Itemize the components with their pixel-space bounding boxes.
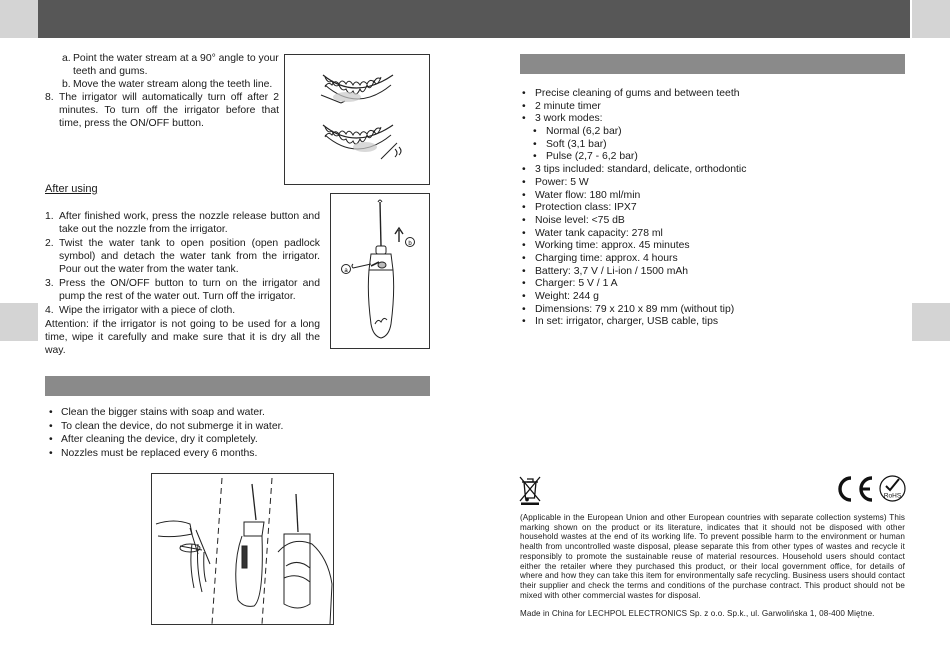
step-a: [62, 52, 279, 78]
spec-item: • Working time: approx. 45 minutes: [522, 240, 902, 253]
step-marker: 8.: [45, 92, 54, 103]
cleaning-figure: [151, 473, 334, 625]
figure-label-b: b: [408, 241, 412, 247]
list-item: • After cleaning the device, dry it completely.: [47, 433, 427, 447]
cleaning-list: [47, 406, 427, 460]
spec-item: • Weight: 244 g: [522, 291, 902, 304]
step-marker: b.: [62, 79, 71, 90]
figure-label-a: a: [344, 268, 348, 274]
edge-tab-top-left: [0, 0, 38, 38]
spec-item: • Water tank capacity: 278 ml: [522, 228, 902, 241]
spec-item: • Charging time: approx. 4 hours: [522, 253, 902, 266]
specifications-list: [522, 88, 902, 329]
cleaning-section-bar: [45, 376, 430, 396]
spec-subitem: • Soft (3,1 bar): [522, 139, 902, 152]
spec-item: • Water flow: 180 ml/min: [522, 190, 902, 203]
step-text: Point the water stream at a 90° angle to your teeth and gums.: [73, 53, 279, 77]
edge-tab-left: [0, 303, 38, 341]
spec-item: • In set: irrigator, charger, USB cable, tips: [522, 316, 902, 329]
spec-item: • Charger: 5 V / 1 A: [522, 278, 902, 291]
step-marker: 1.: [45, 211, 54, 222]
after-step-3: [45, 277, 320, 303]
step-marker: a.: [62, 53, 71, 64]
spec-item: • 2 minute timer: [522, 101, 902, 114]
spec-item: • Protection class: IPX7: [522, 202, 902, 215]
spec-item: • Noise level: <75 dB: [522, 215, 902, 228]
step-b: [62, 78, 279, 91]
irrigator-illustration: [331, 194, 431, 350]
edge-tab-right: [912, 303, 950, 341]
after-step-1: [45, 210, 320, 236]
teeth-illustration: [285, 55, 431, 186]
step-text: Press the ON/OFF button to turn on the irrigator and pump the rest of the water out. Turn off the irrigator.: [59, 278, 320, 302]
top-header-bar: [38, 0, 910, 38]
list-item: • Clean the bigger stains with soap and water.: [47, 406, 427, 420]
edge-tab-top-right: [912, 0, 950, 38]
attention-note: Attention: if the irrigator is not going to be used for a long time, wipe it carefully and make sure that it is dry all the way.: [45, 319, 320, 356]
step-marker: 3.: [45, 278, 54, 289]
spec-item: • 3 tips included: standard, delicate, orthodontic: [522, 164, 902, 177]
after-using-heading: After using: [45, 183, 98, 195]
list-item: • Nozzles must be replaced every 6 months.: [47, 447, 427, 461]
spec-item: • Battery: 3,7 V / Li-ion / 1500 mAh: [522, 266, 902, 279]
teeth-cleaning-figure: [284, 54, 430, 185]
spec-item: • Precise cleaning of gums and between teeth: [522, 88, 902, 101]
irrigator-nozzle-figure: [330, 193, 430, 349]
step-text: The irrigator will automatically turn off after 2 minutes. To turn off the irrigator before that time, press the ON/OFF button.: [59, 92, 279, 129]
ce-mark-icon: [832, 475, 876, 503]
step-text: Twist the water tank to open position (open padlock symbol) and detach the water tank from the irrigator. Pour out the water from the water tank.: [59, 238, 320, 275]
spec-item: • Dimensions: 79 x 210 x 89 mm (without tip): [522, 304, 902, 317]
specifications-section-bar: [520, 54, 905, 74]
spec-item: • Power: 5 W: [522, 177, 902, 190]
step-text: Move the water stream along the teeth line.: [73, 79, 273, 90]
spec-item: • 3 work modes:: [522, 113, 902, 126]
step-marker: 4.: [45, 305, 54, 316]
weee-disclaimer: (Applicable in the European Union and other European countries with separate collection systems) This marking shown on the product or its literature, indicates that it should not be disposed with other household wastes at the end of its working life. To prevent possible harm to the environment or human health from uncontrolled waste disposal, please separate this from other types of wastes and recycle it responsibly to promote the sustainable reuse of material resources. Household users should contact either the retailer where they purchased this product, or their local government office, for details of where and how they can take this item for environmentally safe recycling. Business users should contact their supplier and check the terms and conditions of the purchase contract. This product should not be mixed with other commercial wastes for disposal.: [520, 513, 905, 600]
list-item: • To clean the device, do not submerge it in water.: [47, 420, 427, 434]
after-step-4: [45, 304, 320, 317]
step-8: [45, 91, 279, 130]
cleaning-illustration: [152, 474, 335, 626]
manufacturer-note: Made in China for LECHPOL ELECTRONICS Sp. z o.o. Sp.k., ul. Garwolińska 1, 08-400 Miętne.: [520, 609, 875, 618]
step-marker: 2.: [45, 238, 54, 249]
rohs-label: RoHS: [883, 492, 902, 500]
spec-subitem: • Normal (6,2 bar): [522, 126, 902, 139]
rohs-badge: [879, 474, 906, 503]
step-text: Wipe the irrigator with a piece of cloth.: [59, 305, 236, 316]
crossed-bin-icon: [518, 475, 542, 505]
step-text: After finished work, press the nozzle release button and take out the nozzle from the irrigator.: [59, 211, 320, 235]
after-step-2: [45, 237, 320, 276]
spec-subitem: • Pulse (2,7 - 6,2 bar): [522, 151, 902, 164]
